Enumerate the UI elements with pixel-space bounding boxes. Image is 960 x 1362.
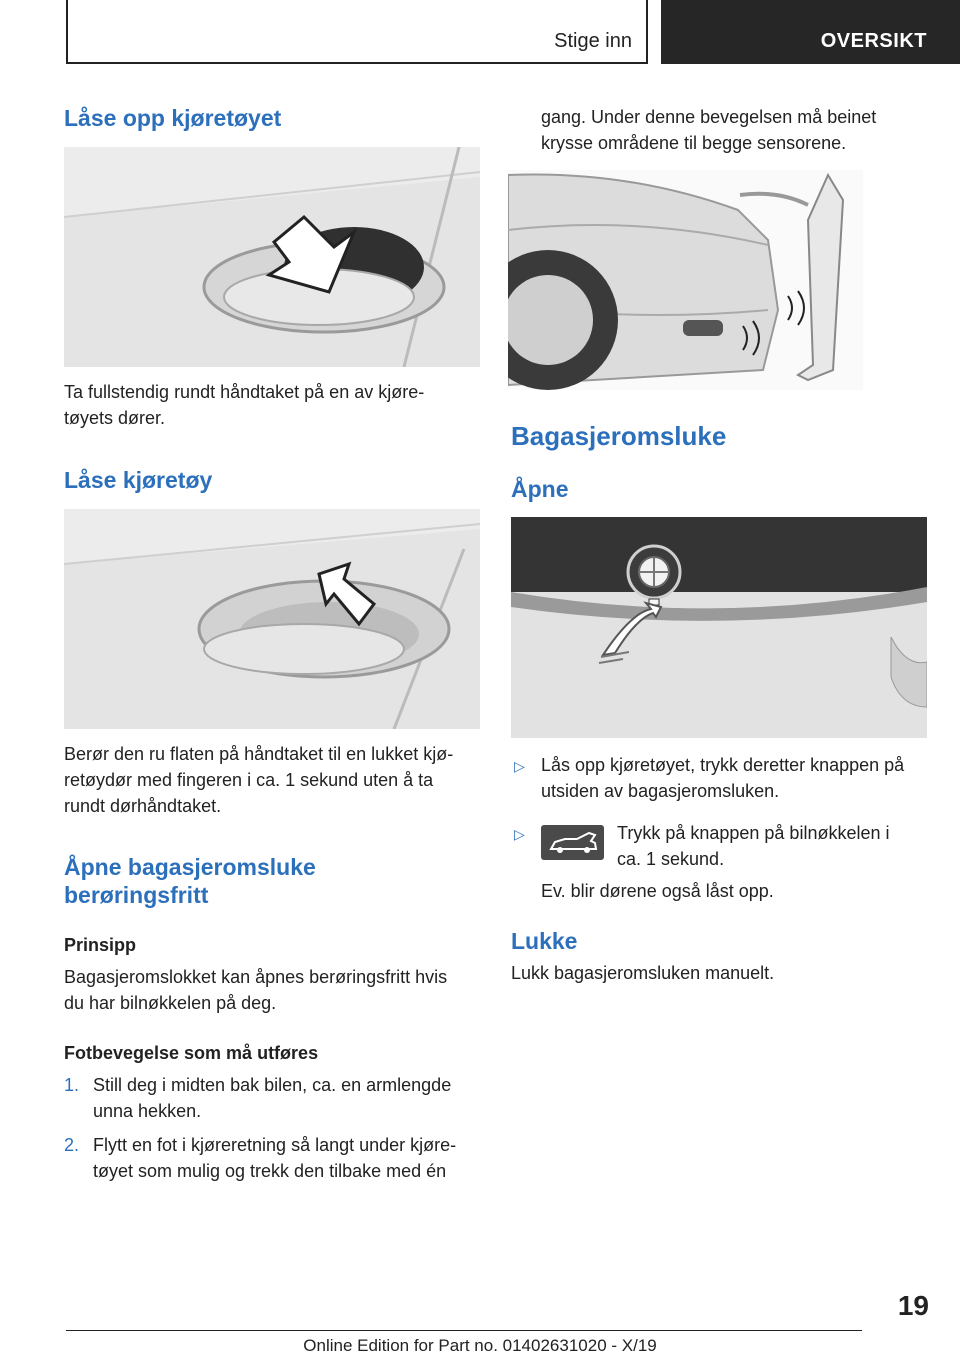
- movement-heading: Fotbevegelse som må utføres: [64, 1043, 319, 1063]
- bullet-2-line-2: ca. 1 sekund.: [617, 849, 725, 869]
- bullet-marker-2: ▷: [514, 826, 525, 842]
- step-1-number: 1.: [64, 1075, 80, 1095]
- step-1-line-2: unna hekken.: [93, 1101, 202, 1121]
- unlock-title: Låse opp kjøretøyet: [64, 105, 282, 131]
- step-1-line-1: Still deg i midten bak bilen, ca. en armlengde: [93, 1075, 452, 1095]
- foot-sensor-image: [508, 170, 863, 390]
- bullet-2-note: Ev. blir dørene også låst opp.: [541, 881, 774, 901]
- principle-text-1: Bagasjeromslokket kan åpnes berøringsfritt hvis: [64, 967, 448, 987]
- principle-heading: Prinsipp: [64, 935, 137, 955]
- close-text: Lukk bagasjeromsluken manuelt.: [511, 963, 775, 983]
- cont-text-1: gang. Under denne bevegelsen må beinet: [541, 107, 877, 127]
- step-2-line-1: Flytt en fot i kjøreretning så langt under kjøre-: [93, 1135, 457, 1155]
- footer-edition: Online Edition for Part no. 01402631020 - X/19: [303, 1336, 657, 1355]
- handsfree-title-2: berøringsfritt: [64, 882, 209, 908]
- tab-oversikt[interactable]: OVERSIKT: [661, 0, 960, 64]
- lock-title: Låse kjøretøy: [64, 467, 213, 493]
- tab-stige-inn[interactable]: Stige inn: [66, 0, 648, 64]
- bullet-marker-1: ▷: [514, 758, 525, 774]
- lock-text-3: rundt dørhåndtaket.: [64, 796, 222, 816]
- door-handle-unlock-image: [64, 147, 480, 367]
- principle-text-2: du har bilnøkkelen på deg.: [64, 993, 277, 1013]
- bullet-1-line-2: utsiden av bagasjeromsluken.: [541, 781, 780, 801]
- key-trunk-button-icon: [541, 825, 604, 860]
- unlock-text-2: tøyets dører.: [64, 408, 166, 428]
- close-title: Lukke: [511, 928, 578, 954]
- lock-text-2: retøydør med fingeren i ca. 1 sekund uten å ta: [64, 770, 434, 790]
- cont-text-2: krysse områdene til begge sensorene.: [541, 133, 847, 153]
- footer-divider: [66, 1330, 862, 1331]
- step-2-number: 2.: [64, 1135, 80, 1155]
- bullet-2-line-1: Trykk på knappen på bilnøkkelen i: [617, 823, 890, 843]
- lock-text-1: Berør den ru flaten på håndtaket til en lukket kjø-: [64, 744, 454, 764]
- bullet-1-line-1: Lås opp kjøretøyet, trykk deretter knappen på: [541, 755, 905, 775]
- step-2-line-2: tøyet som mulig og trekk den tilbake med én: [93, 1161, 447, 1181]
- door-handle-lock-image: [64, 509, 480, 729]
- open-title: Åpne: [511, 476, 569, 502]
- trunk-button-image: [511, 517, 927, 738]
- page-number: 19: [897, 1290, 929, 1321]
- trunk-title: Bagasjeromsluke: [511, 421, 727, 451]
- handsfree-title-1: Åpne bagasjeromsluke: [64, 854, 316, 880]
- unlock-text-1: Ta fullstendig rundt håndtaket på en av kjøre-: [64, 382, 425, 402]
